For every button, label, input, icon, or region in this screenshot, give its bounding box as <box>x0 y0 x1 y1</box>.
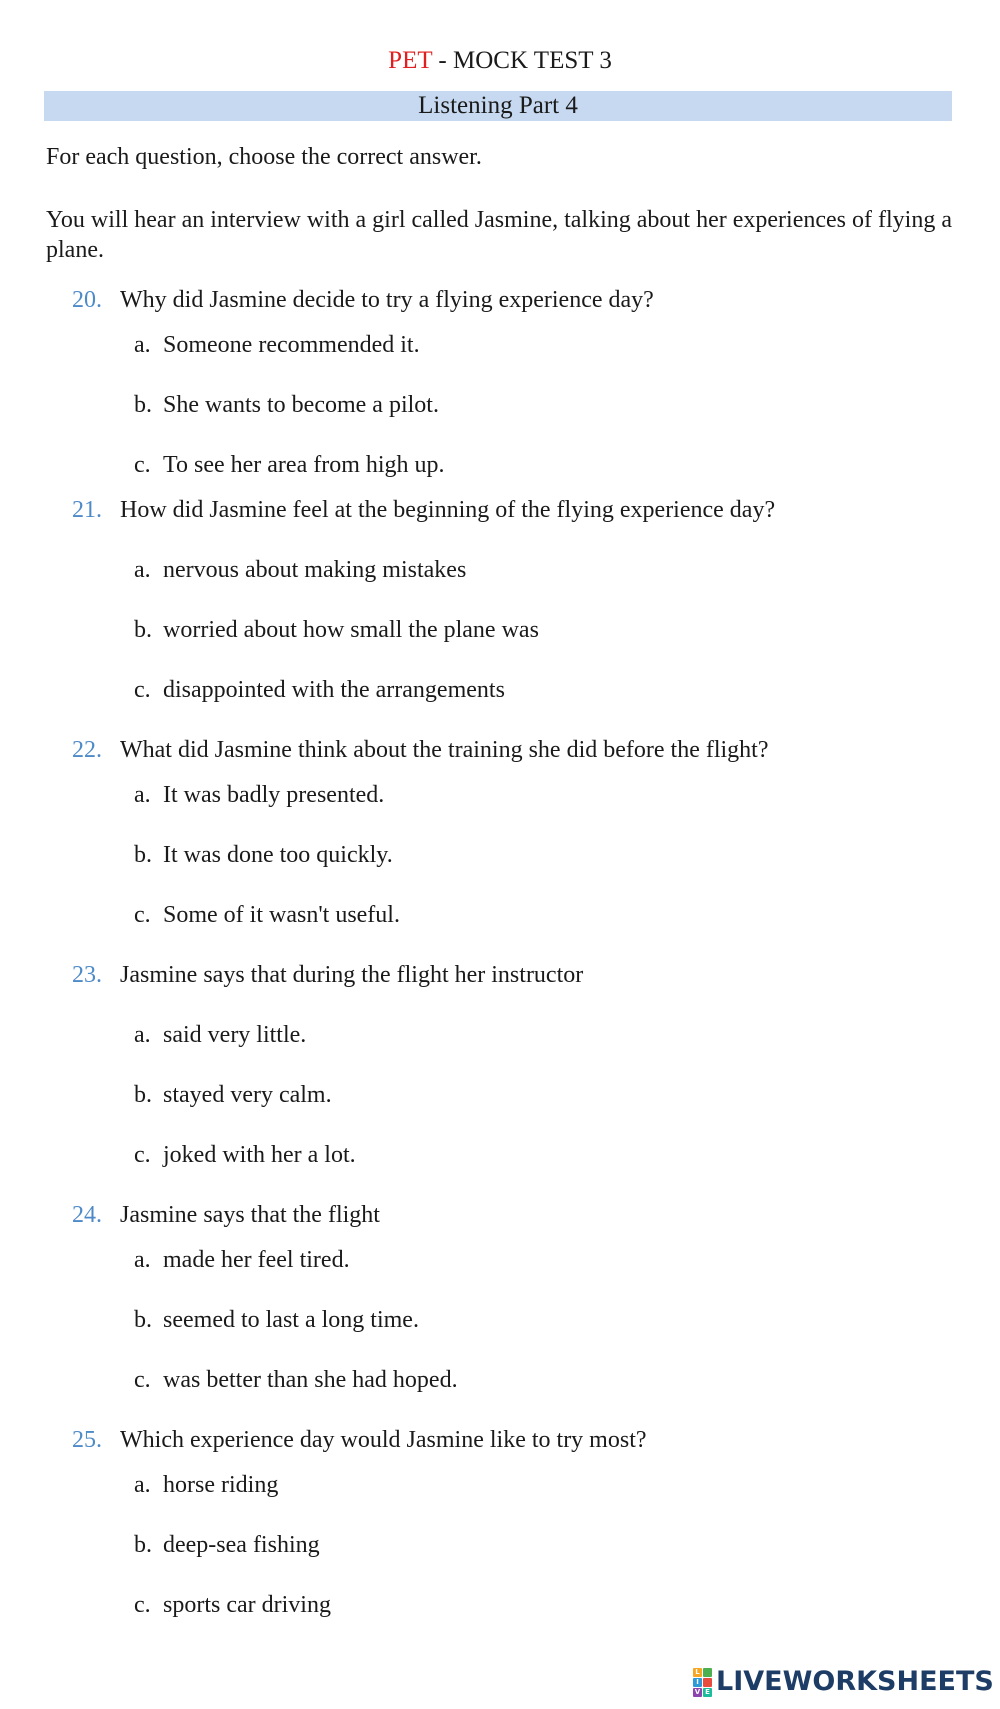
option-text: deep-sea fishing <box>163 1532 320 1558</box>
option-letter: a. <box>134 782 151 808</box>
option-20a[interactable] <box>134 330 420 360</box>
question-number: 21. <box>72 497 102 523</box>
option-letter: c. <box>134 677 151 703</box>
option-letter: c. <box>134 452 151 478</box>
option-21a[interactable] <box>134 555 466 585</box>
page-title <box>0 44 1000 78</box>
option-text: was better than she had hoped. <box>163 1367 458 1393</box>
section-heading: Listening Part 4 <box>44 91 952 121</box>
option-text: It was badly presented. <box>163 782 385 808</box>
option-21c[interactable] <box>134 675 505 705</box>
option-23a[interactable] <box>134 1020 306 1050</box>
option-text: worried about how small the plane was <box>163 617 539 643</box>
option-text: She wants to become a pilot. <box>163 392 439 418</box>
option-letter: b. <box>134 1307 152 1333</box>
option-22b[interactable] <box>134 840 393 870</box>
option-letter: c. <box>134 1367 151 1393</box>
question-24 <box>72 1200 380 1230</box>
option-text: Some of it wasn't useful. <box>163 902 400 928</box>
logo-cell <box>703 1678 712 1687</box>
option-letter: c. <box>134 902 151 928</box>
question-number: 24. <box>72 1202 102 1228</box>
option-letter: b. <box>134 392 152 418</box>
question-25 <box>72 1425 647 1455</box>
logo-cell: L <box>693 1668 702 1677</box>
option-25c[interactable] <box>134 1590 331 1620</box>
option-text: joked with her a lot. <box>163 1142 356 1168</box>
option-text: stayed very calm. <box>163 1082 332 1108</box>
option-letter: a. <box>134 1022 151 1048</box>
question-number: 23. <box>72 962 102 988</box>
option-text: disappointed with the arrangements <box>163 677 505 703</box>
question-number: 20. <box>72 287 102 313</box>
option-text: nervous about making mistakes <box>163 557 467 583</box>
option-22a[interactable] <box>134 780 384 810</box>
option-text: said very little. <box>163 1022 307 1048</box>
logo-cell: I <box>693 1678 702 1687</box>
logo-grid-icon <box>693 1668 712 1697</box>
option-text: To see her area from high up. <box>163 452 445 478</box>
question-text: How did Jasmine feel at the beginning of the flying experience day? <box>120 497 776 523</box>
liveworksheets-logo[interactable] <box>693 1666 994 1698</box>
option-letter: a. <box>134 557 151 583</box>
option-24a[interactable] <box>134 1245 350 1275</box>
question-text: What did Jasmine think about the training she did before the flight? <box>120 737 769 763</box>
option-letter: c. <box>134 1142 151 1168</box>
question-number: 25. <box>72 1427 102 1453</box>
option-23b[interactable] <box>134 1080 332 1110</box>
option-letter: b. <box>134 1082 152 1108</box>
option-letter: b. <box>134 617 152 643</box>
option-22c[interactable] <box>134 900 400 930</box>
option-letter: b. <box>134 1532 152 1558</box>
question-22 <box>72 735 769 765</box>
option-text: Someone recommended it. <box>163 332 420 358</box>
option-letter: a. <box>134 332 151 358</box>
option-letter: b. <box>134 842 152 868</box>
option-25a[interactable] <box>134 1470 278 1500</box>
question-20 <box>72 285 654 315</box>
option-letter: a. <box>134 1247 151 1273</box>
question-text: Which experience day would Jasmine like to try most? <box>120 1427 647 1453</box>
title-rest: - MOCK TEST 3 <box>432 47 612 74</box>
option-21b[interactable] <box>134 615 539 645</box>
intro-paragraph: You will hear an interview with a girl called Jasmine, talking about her experiences of flying a plane. <box>46 207 952 263</box>
option-24b[interactable] <box>134 1305 419 1335</box>
option-text: made her feel tired. <box>163 1247 350 1273</box>
option-25b[interactable] <box>134 1530 320 1560</box>
option-text: horse riding <box>163 1472 279 1498</box>
title-prefix: PET <box>388 47 433 74</box>
question-23 <box>72 960 583 990</box>
option-letter: a. <box>134 1472 151 1498</box>
logo-cell: V <box>694 1687 701 1696</box>
option-20b[interactable] <box>134 390 439 420</box>
option-text: sports car driving <box>163 1592 331 1618</box>
question-number: 22. <box>72 737 102 763</box>
option-text: It was done too quickly. <box>163 842 393 868</box>
option-24c[interactable] <box>134 1365 458 1395</box>
option-letter: c. <box>134 1592 151 1618</box>
instruction-line: For each question, choose the correct answer. <box>46 144 482 170</box>
option-23c[interactable] <box>134 1140 356 1170</box>
question-text: Jasmine says that during the flight her instructor <box>120 962 584 988</box>
logo-cell <box>703 1668 712 1677</box>
option-text: seemed to last a long time. <box>163 1307 419 1333</box>
logo-cell: E <box>703 1688 712 1697</box>
logo-text: LIVEWORKSHEETS <box>716 1666 994 1697</box>
question-text: Why did Jasmine decide to try a flying experience day? <box>120 287 654 313</box>
option-20c[interactable] <box>134 450 445 480</box>
question-text: Jasmine says that the flight <box>120 1202 380 1228</box>
question-21 <box>72 495 775 525</box>
